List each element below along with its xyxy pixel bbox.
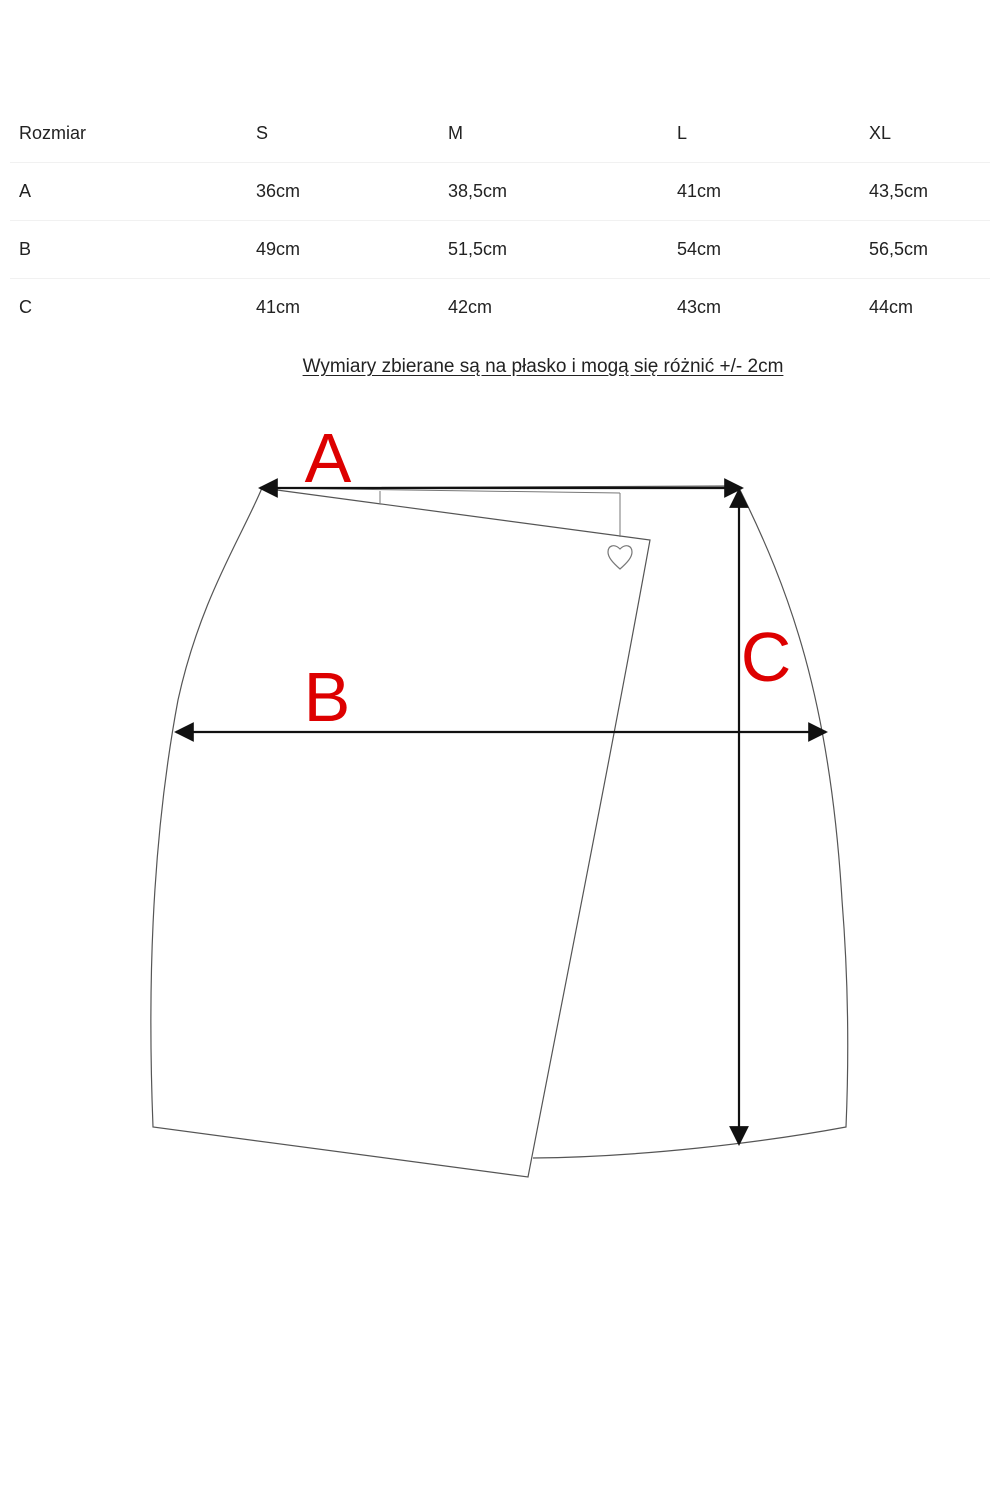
wrap-front-panel <box>151 488 650 1177</box>
table-cell: 54cm <box>668 221 860 279</box>
table-cell: 41cm <box>256 297 301 317</box>
table-cell: 36cm <box>247 163 439 221</box>
heart-icon <box>608 546 632 569</box>
table-cell: A <box>10 163 247 221</box>
header-cell: L <box>668 105 860 163</box>
dimension-label-a: A <box>304 419 352 497</box>
dimension-label-b: B <box>303 658 351 736</box>
table-cell: 56,5cm <box>860 221 990 279</box>
skirt-outline <box>262 486 848 1158</box>
header-cell: Rozmiar <box>10 105 247 163</box>
header-cell: S <box>247 105 439 163</box>
table-cell: 41cm <box>668 163 860 221</box>
table-cell: 38,5cm <box>439 163 668 221</box>
table-cell: 44cm <box>869 297 914 317</box>
header-cell: XL <box>860 105 990 163</box>
table-cell: 43,5cm <box>860 163 990 221</box>
measurement-note: Wymiary zbierane są na płasko i mogą się różnić +/- 2cm <box>302 356 784 377</box>
table-cell: 51,5cm <box>439 221 668 279</box>
dimension-label-c: C <box>740 618 792 696</box>
table-cell: 49cm <box>247 221 439 279</box>
header-cell: M <box>439 105 668 163</box>
table-cell: B <box>10 221 247 279</box>
table-cell: C <box>19 297 32 317</box>
table-cell: 42cm <box>448 297 493 317</box>
table-cell: 43cm <box>677 297 722 317</box>
